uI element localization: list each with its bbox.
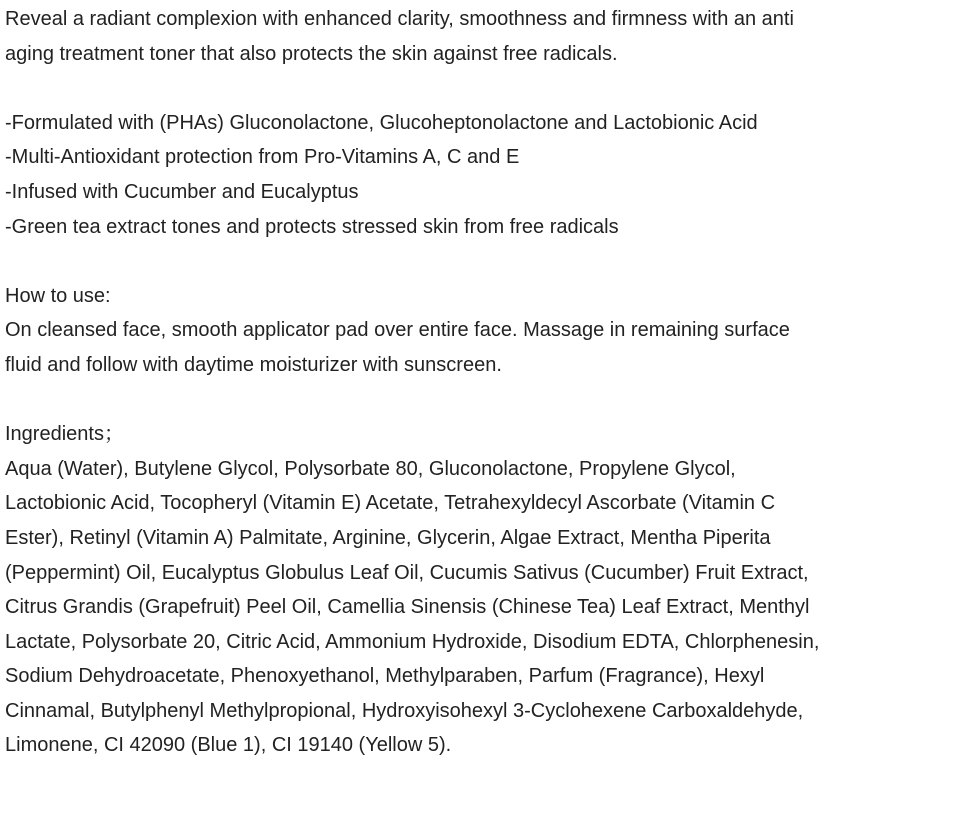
how-to-use-heading: How to use:: [5, 284, 111, 307]
feature-item: -Formulated with (PHAs) Gluconolactone, Glucoheptonolactone and Lactobionic Acid: [5, 111, 758, 134]
feature-item: -Multi-Antioxidant protection from Pro-Vitamins A, C and E: [5, 146, 520, 169]
ingredients-line: Sodium Dehydroacetate, Phenoxyethanol, Methylparaben, Parfum (Fragrance), Hexyl: [5, 665, 765, 688]
intro-line: aging treatment toner that also protects the skin against free radicals.: [5, 42, 618, 65]
paragraph-spacer: [5, 383, 950, 418]
features-list: [5, 106, 950, 244]
how-to-use-line: fluid and follow with daytime moisturizer with sunscreen.: [5, 353, 502, 376]
ingredients-line: Cinnamal, Butylphenyl Methylpropional, Hydroxyisohexyl 3-Cyclohexene Carboxaldehyde,: [5, 699, 804, 722]
paragraph-spacer: [5, 71, 950, 106]
paragraph-spacer: [5, 244, 950, 279]
how-to-use-line: On cleansed face, smooth applicator pad over entire face. Massage in remaining surface: [5, 319, 790, 342]
ingredients-line: Lactate, Polysorbate 20, Citric Acid, Ammonium Hydroxide, Disodium EDTA, Chlorphenesin,: [5, 630, 820, 653]
ingredients-heading: Ingredients；: [5, 423, 124, 446]
ingredients-line: Lactobionic Acid, Tocopheryl (Vitamin E) Acetate, Tetrahexyldecyl Ascorbate (Vitamin C: [5, 492, 776, 515]
intro-line: Reveal a radiant complexion with enhanced clarity, smoothness and firmness with an anti: [5, 8, 794, 30]
feature-item: -Infused with Cucumber and Eucalyptus: [5, 180, 359, 203]
ingredients-line: Ester), Retinyl (Vitamin A) Palmitate, Arginine, Glycerin, Algae Extract, Mentha Piperita: [5, 526, 771, 549]
product-description: [5, 2, 950, 763]
ingredients-line: Limonene, CI 42090 (Blue 1), CI 19140 (Yellow 5).: [5, 734, 452, 757]
ingredients-line: Citrus Grandis (Grapefruit) Peel Oil, Camellia Sinensis (Chinese Tea) Leaf Extract, Menthyl: [5, 596, 810, 619]
ingredients-line: Aqua (Water), Butylene Glycol, Polysorbate 80, Gluconolactone, Propylene Glycol,: [5, 457, 736, 480]
ingredients-line: (Peppermint) Oil, Eucalyptus Globulus Leaf Oil, Cucumis Sativus (Cucumber) Fruit Extract,: [5, 561, 809, 584]
feature-item: -Green tea extract tones and protects stressed skin from free radicals: [5, 215, 619, 238]
intro-paragraph: [5, 2, 950, 71]
ingredients-section: [5, 417, 950, 763]
how-to-use-section: [5, 279, 950, 383]
